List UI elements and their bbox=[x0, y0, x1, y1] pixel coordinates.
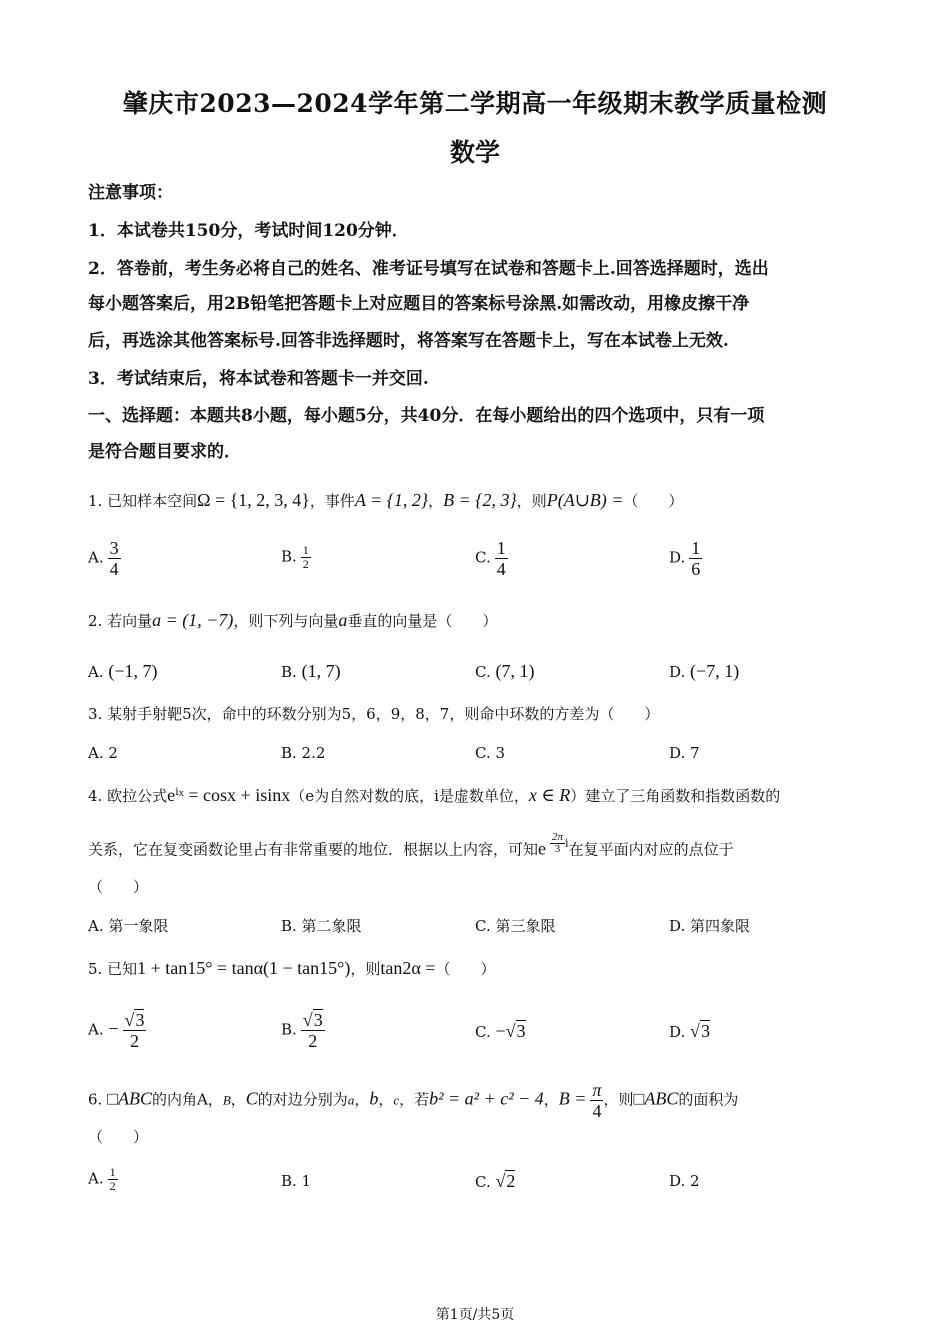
q2-option-a[interactable]: A. (−1, 7) bbox=[88, 661, 158, 681]
q4-option-b[interactable]: B. 第二象限 bbox=[281, 917, 362, 935]
q2-option-d[interactable]: D. (−7, 1) bbox=[669, 661, 740, 681]
note-item-2-line2: 每小题答案后，用2B铅笔把答题卡上对应题目的答案标号涂黑.如需改动，用橡皮擦干净 bbox=[88, 294, 750, 314]
section-heading-line1: 一、选择题：本题共8小题，每小题5分，共40分．在每小题给出的四个选项中，只有一项 bbox=[88, 406, 765, 426]
q1-option-c[interactable]: C. $\frac{1}{4}$ bbox=[475, 538, 506, 579]
question-4-line1: 4. 欧拉公式eⁱˣ = cosx + isinx（e为自然对数的底，i是虚数单位，x ∈ R）建立了三角函数和指数函数的 bbox=[88, 785, 781, 805]
notes-heading: 注意事项： bbox=[88, 183, 173, 203]
q3-option-b[interactable]: B. 2.2 bbox=[281, 744, 326, 762]
exam-subject: 数学 bbox=[449, 138, 500, 167]
vector-a: a = (1, −7) bbox=[152, 610, 234, 630]
q5-option-a[interactable]: A. − $\frac{√3}{2}$ bbox=[88, 1010, 145, 1051]
exam-title: 肇庆市2023—2024学年第二学期高一年级期末教学质量检测 bbox=[122, 89, 828, 118]
q4-option-a[interactable]: A. 第一象限 bbox=[88, 917, 169, 935]
event-b: B = {2, 3} bbox=[443, 490, 517, 510]
q1-option-a[interactable]: A. $\frac{3}{4}$ bbox=[88, 538, 119, 579]
question-4-line2: 关系，它在复变函数论里占有非常重要的地位．根据以上内容，可知e $\frac{2\pi}{3}$ i在复平面内对应的点位于 bbox=[88, 831, 734, 859]
note-item-2-line3: 后，再选涂其他答案标号.回答非选择题时，将答案写在答题卡上，写在本试卷上无效. bbox=[88, 331, 729, 351]
question-3: 3. 某射手射靶5次，命中的环数分别为5，6，9，8，7，则命中环数的方差为（ ） bbox=[88, 705, 660, 723]
q2-option-c[interactable]: C. (7, 1) bbox=[475, 661, 535, 681]
note-item-2-line1: 2．答卷前，考生务必将自己的姓名、准考证号填写在试卷和答题卡上.回答选择题时，选出 bbox=[88, 259, 769, 279]
probability-expr: P(A∪B) = bbox=[546, 490, 624, 510]
q3-option-a[interactable]: A. 2 bbox=[88, 744, 118, 762]
q1-option-d[interactable]: D. $\frac{1}{6}$ bbox=[669, 538, 701, 579]
q6-option-d[interactable]: D. 2 bbox=[669, 1172, 700, 1190]
q3-option-c[interactable]: C. 3 bbox=[475, 744, 506, 762]
question-1: 1. 已知样本空间Ω = {1, 2, 3, 4}，事件A = {1, 2}，B = {2, 3}，则P(A∪B) =（ ） bbox=[88, 490, 684, 510]
q2-option-b[interactable]: B. (1, 7) bbox=[281, 661, 341, 681]
sample-space: Ω = {1, 2, 3, 4} bbox=[197, 490, 310, 510]
q5-option-c[interactable]: C. −√3 bbox=[475, 1021, 526, 1041]
q6-option-a[interactable]: A. $\frac{1}{2}$ bbox=[88, 1165, 116, 1193]
q5-option-b[interactable]: B. $\frac{√3}{2}$ bbox=[281, 1010, 323, 1051]
q6-option-c[interactable]: C. √2 bbox=[475, 1171, 516, 1191]
question-4-line3: （ ） bbox=[88, 878, 149, 896]
euler-formula: eⁱˣ = cosx + isinx bbox=[167, 785, 291, 805]
q4-option-c[interactable]: C. 第三象限 bbox=[475, 917, 556, 935]
question-2: 2. 若向量a = (1, −7)，则下列与向量a垂直的向量是（ ） bbox=[88, 610, 498, 630]
law-of-cosines-expr: b² = a² + c² − 4 bbox=[429, 1088, 544, 1109]
q1-option-b[interactable]: B. $\frac{1}{2}$ bbox=[281, 543, 309, 571]
note-item-1: 1．本试卷共150分，考试时间120分钟． bbox=[88, 221, 409, 241]
section-heading-line2: 是符合题目要求的． bbox=[88, 442, 241, 462]
event-a: A = {1, 2} bbox=[354, 490, 429, 510]
q4-option-d[interactable]: D. 第四象限 bbox=[669, 917, 751, 935]
q6-option-b[interactable]: B. 1 bbox=[281, 1172, 312, 1190]
page-number: 第1页/共5页 bbox=[435, 1307, 515, 1323]
tan-equation: 1 + tan15° = tanα(1 − tan15°) bbox=[137, 958, 351, 978]
q3-option-d[interactable]: D. 7 bbox=[669, 744, 700, 762]
note-item-3: 3．考试结束后，将本试卷和答题卡一并交回. bbox=[88, 369, 429, 389]
question-6: 6. □ABC的内角A，B，C的对边分别为a，b，c，若b² = a² + c² − 4，B = $\frac{\pi}{4}$ ，则□ABC的面积为 bbox=[88, 1080, 739, 1121]
q5-option-d[interactable]: D. √3 bbox=[669, 1021, 710, 1041]
question-5: 5. 已知1 + tan15° = tanα(1 − tan15°)，则tan2α =（ ） bbox=[88, 958, 496, 978]
question-6-line2: （ ） bbox=[88, 1128, 149, 1146]
